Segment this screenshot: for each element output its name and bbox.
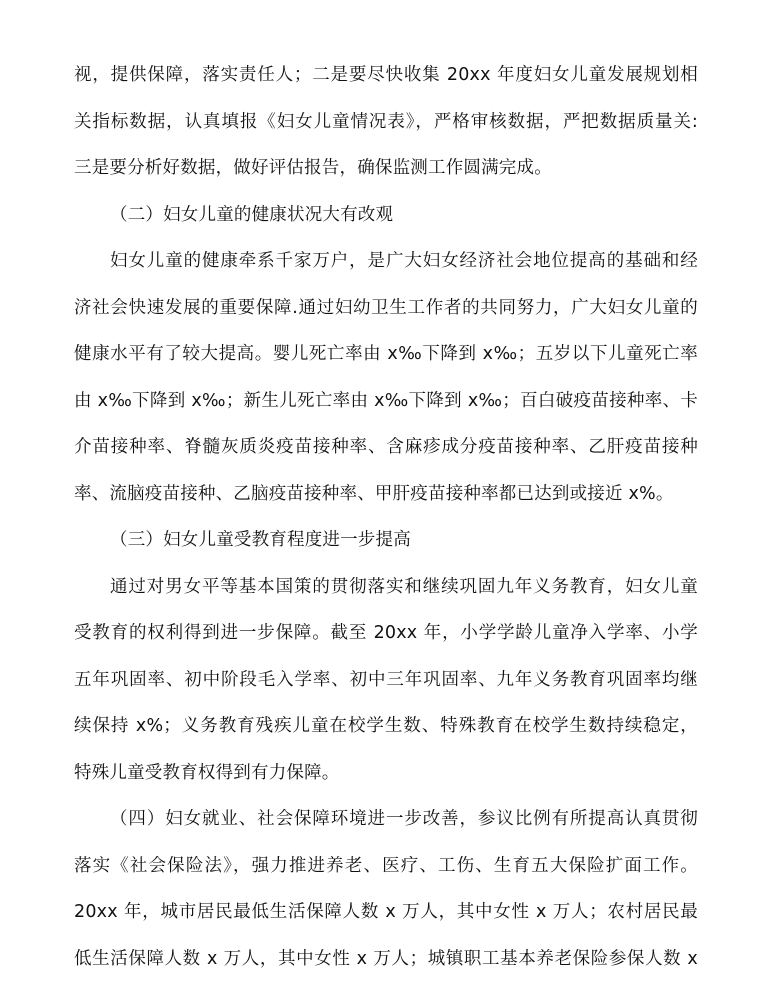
text-line: 通过对男女平等基本国策的贯彻落实和继续巩固九年义务教育，妇女儿童 bbox=[110, 576, 698, 597]
text-line: 济社会快速发展的重要保障.通过妇幼卫生工作者的共同努力，广大妇女儿童的 bbox=[74, 297, 698, 318]
text-line: 续保持 x%；义务教育残疾儿童在校学生数、特殊教育在校学生数持续稳定， bbox=[74, 716, 698, 736]
text-line: 三是要分析好数据，做好评估报告，确保监测工作圆满完成。 bbox=[74, 158, 552, 178]
text-line: 低生活保障人数 x 万人，其中女性 x 万人；城镇职工基本养老保险参保人数 x bbox=[74, 948, 698, 969]
text-line: 特殊儿童受教育权得到有力保障。 bbox=[74, 762, 340, 783]
text-line: 五年巩固率、初中阶段毛入学率、初中三年巩固率、九年义务教育巩固率均继 bbox=[74, 669, 698, 690]
section-heading: （二）妇女儿童的健康状况大有改观 bbox=[110, 204, 394, 225]
text-line: 20xx 年，城市居民最低生活保障人数 x 万人，其中女性 x 万人；农村居民最 bbox=[74, 902, 698, 922]
text-line: 由 x‰下降到 x‰；新生儿死亡率由 x‰下降到 x‰；百白破疫苗接种率、卡 bbox=[74, 390, 698, 411]
section-heading: （四）妇女就业、社会保障环境进一步改善，参议比例有所提高认真贯彻 bbox=[110, 809, 698, 829]
text-line: 视，提供保障，落实责任人；二是要尽快收集 20xx 年度妇女儿童发展规划相 bbox=[74, 65, 698, 85]
text-line: 率、流脑疫苗接种、乙脑疫苗接种率、甲肝疫苗接种率都已达到或接近 x%。 bbox=[74, 483, 674, 504]
text-line: 介苗接种率、脊髓灰质炎疫苗接种率、含麻疹成分疫苗接种率、乙肝疫苗接种 bbox=[74, 437, 698, 457]
document-body bbox=[74, 64, 698, 994]
text-line: 健康水平有了较大提高。婴儿死亡率由 x‰下降到 x‰；五岁以下儿童死亡率 bbox=[74, 344, 698, 364]
text-line: 关指标数据，认真填报《妇女儿童情况表》，严格审核数据，严把数据质量关: bbox=[74, 111, 698, 132]
text-line: 受教育的权利得到进一步保障。截至 20xx 年，小学学龄儿童净入学率、小学 bbox=[74, 623, 698, 643]
text-line: 落实《社会保险法》，强力推进养老、医疗、工伤、生育五大保险扩面工作。 bbox=[74, 855, 698, 876]
text-line: 妇女儿童的健康牵系千家万户，是广大妇女经济社会地位提高的基础和经 bbox=[110, 251, 698, 271]
section-heading: （三）妇女儿童受教育程度进一步提高 bbox=[110, 530, 411, 550]
